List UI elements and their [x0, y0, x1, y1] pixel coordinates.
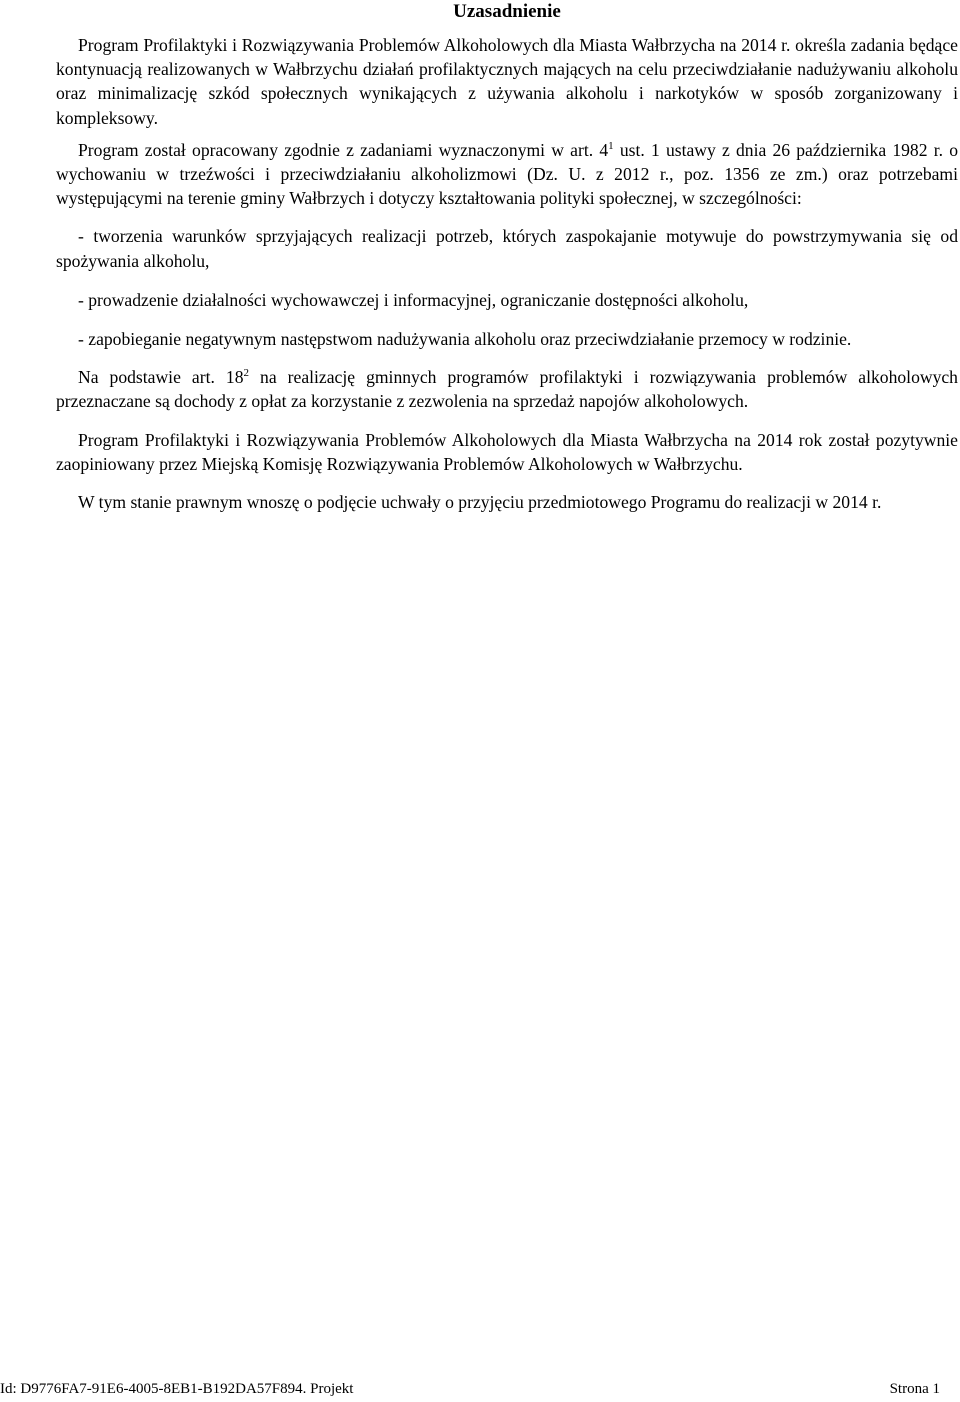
- superscript-marker: 2: [243, 367, 249, 380]
- paragraph-legal-basis: [56, 138, 958, 211]
- document-title: Uzasadnienie: [453, 1, 561, 22]
- list-item-education: - prowadzenie działalności wychowawczej i informacyjnej, ograniczanie dostępności alkoholu,: [78, 289, 749, 310]
- page-number: Strona 1: [889, 1381, 940, 1397]
- list-item-conditions: - tworzenia warunków sprzyjających realizacji potrzeb, których zaspokajanie motywuje do powstrzymywania się od spożywania alkoholu,: [56, 226, 958, 271]
- paragraph-commission-opinion: Program Profilaktyki i Rozwiązywania Problemów Alkoholowych dla Miasta Wałbrzycha na 2014 rok został pozytywnie zaopiniowany przez Miejską Komisję Rozwiązywania Problemów Alkoholowych w Wałbrzychu.: [56, 429, 958, 474]
- legal-basis-text-start: Program został opracowany zgodnie z zadaniami wyznaczonymi w art. 4: [78, 139, 609, 160]
- list-item-prevention: - zapobieganie negatywnym następstwom nadużywania alkoholu oraz przeciwdziałanie przemocy w rodzinie.: [78, 329, 852, 350]
- funding-text-start: Na podstawie art. 18: [78, 367, 244, 388]
- superscript-marker: 1: [608, 139, 614, 152]
- paragraph-funding: [56, 365, 958, 413]
- paragraph-motion: W tym stanie prawnym wnoszę o podjęcie uchwały o przyjęciu przedmiotowego Programu do realizacji w 2014 r.: [78, 492, 882, 513]
- funding-text-end: na realizację gminnych programów profilaktyki i rozwiązywania problemów alkoholowych przeznaczane są dochody z opłat za korzystanie z zezwolenia na sprzedaż napojów alkoholowych.: [56, 367, 958, 412]
- document-page: [56, 0, 958, 514]
- document-id: Id: D9776FA7-91E6-4005-8EB1-B192DA57F894. Projekt: [0, 1381, 354, 1397]
- legal-basis-text-end: ust. 1 ustawy z dnia 26 października 1982 r. o wychowaniu w trzeźwości i przeciwdziałaniu alkoholizmowi (Dz. U. z 2012 r., poz. 1356 ze zm.) oraz potrzebami występującymi na terenie gminy Wałbrzych i dotyczy kształtowania polityki społecznej, w szczególności:: [56, 139, 958, 209]
- paragraph-program-description: Program Profilaktyki i Rozwiązywania Problemów Alkoholowych dla Miasta Wałbrzycha na 2014 r. określa zadania będące kontynuacją realizowanych w Wałbrzychu działań profilaktycznych mających na celu przeciwdziałanie nadużywaniu alkoholu oraz minimalizację szkód społecznych wynikających z używania alkoholu i narkotyków w sposób zorganizowany i kompleksowy.: [56, 35, 958, 128]
